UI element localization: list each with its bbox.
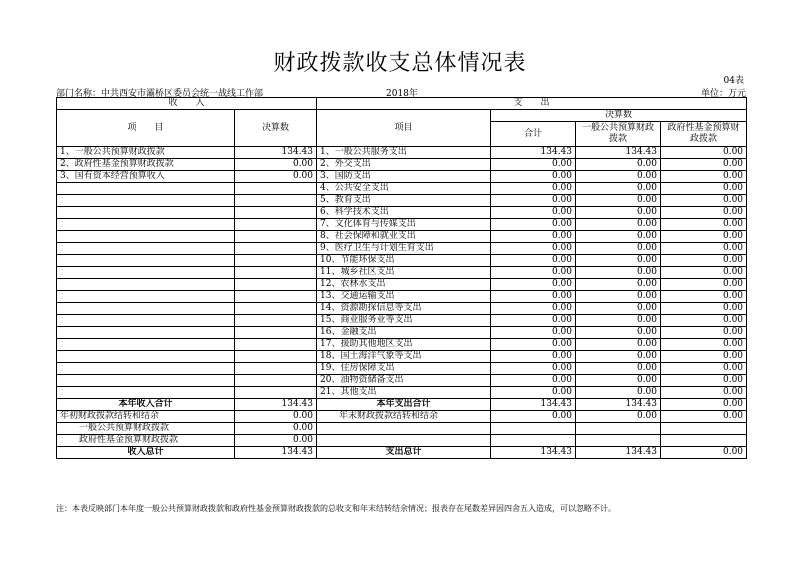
table-row	[57, 231, 747, 243]
income-value	[235, 207, 317, 219]
income-item	[57, 183, 235, 195]
income-value	[235, 183, 317, 195]
income-item	[57, 195, 235, 207]
expense-fund: 0.00	[661, 339, 747, 351]
income-item-header: 项 目	[57, 110, 235, 147]
expense-general: 0.00	[576, 279, 661, 291]
income-value: 0.00	[235, 159, 317, 171]
income-value	[235, 291, 317, 303]
expense-general: 0.00	[576, 159, 661, 171]
expense-item: 17、援助其他地区支出	[317, 339, 491, 351]
finance-table	[56, 97, 747, 459]
income-header: 收 入	[57, 98, 317, 110]
expense-general: 0.00	[576, 327, 661, 339]
table-row	[57, 207, 747, 219]
expense-item: 15、商业服务业等支出	[317, 315, 491, 327]
expense-total: 0.00	[491, 231, 576, 243]
expense-item: 18、国土海洋气象等支出	[317, 351, 491, 363]
expense-total: 0.00	[491, 243, 576, 255]
carry-fund-label: 政府性基金预算财政拨款	[57, 435, 235, 447]
expense-general: 0.00	[576, 231, 661, 243]
expense-item: 20、油物资储备支出	[317, 375, 491, 387]
expense-budget-header: 决算数	[491, 110, 747, 122]
expense-item: 6、科学技术支出	[317, 207, 491, 219]
empty-cell	[317, 423, 491, 435]
income-item	[57, 255, 235, 267]
expense-total: 0.00	[491, 327, 576, 339]
income-value	[235, 339, 317, 351]
income-item	[57, 291, 235, 303]
income-value: 0.00	[235, 171, 317, 183]
expense-total: 0.00	[491, 195, 576, 207]
income-value	[235, 231, 317, 243]
expense-fund: 0.00	[661, 315, 747, 327]
expense-total: 0.00	[491, 267, 576, 279]
expense-item: 12、农林水支出	[317, 279, 491, 291]
expense-fund: 0.00	[661, 267, 747, 279]
carry-out-total: 0.00	[491, 411, 576, 423]
summary-row	[57, 399, 747, 411]
table-row	[57, 255, 747, 267]
table-row	[57, 327, 747, 339]
expense-total: 0.00	[491, 171, 576, 183]
expense-total: 0.00	[491, 351, 576, 363]
table-row	[57, 147, 747, 159]
expense-general: 0.00	[576, 291, 661, 303]
table-row	[57, 339, 747, 351]
expense-fund: 0.00	[661, 291, 747, 303]
expense-total: 0.00	[491, 219, 576, 231]
expense-general: 134.43	[576, 147, 661, 159]
expense-total: 0.00	[491, 183, 576, 195]
expense-fund: 0.00	[661, 255, 747, 267]
total-header: 合计	[491, 122, 576, 147]
income-value	[235, 243, 317, 255]
income-budget-header: 决算数	[235, 110, 317, 147]
carry-general-label: 一般公共预算财政拨款	[57, 423, 235, 435]
income-item	[57, 243, 235, 255]
carry-out-label: 年末财政拨款结转和结余	[317, 411, 491, 423]
income-item	[57, 303, 235, 315]
table-row	[57, 303, 747, 315]
table-row	[57, 243, 747, 255]
expense-total: 0.00	[491, 303, 576, 315]
table-row	[57, 219, 747, 231]
expense-general: 0.00	[576, 183, 661, 195]
carry-in-label: 年初财政拨款结转和结余	[57, 411, 235, 423]
empty-cell	[661, 423, 747, 435]
expense-fund: 0.00	[661, 327, 747, 339]
expense-fund: 0.00	[661, 279, 747, 291]
expense-general: 0.00	[576, 243, 661, 255]
expense-item-header: 项目	[317, 110, 491, 147]
expense-total: 0.00	[491, 255, 576, 267]
expense-total: 0.00	[491, 363, 576, 375]
income-value	[235, 279, 317, 291]
table-row	[57, 291, 747, 303]
header-row-2	[57, 110, 747, 122]
expense-fund: 0.00	[661, 171, 747, 183]
expense-total: 0.00	[491, 159, 576, 171]
expense-general: 0.00	[576, 351, 661, 363]
expense-total: 0.00	[491, 339, 576, 351]
income-item: 1、一般公共预算财政拨款	[57, 147, 235, 159]
expense-total: 0.00	[491, 207, 576, 219]
form-number: 04表	[723, 76, 744, 86]
unit-label: 单位：万元	[700, 89, 746, 99]
expense-fund: 0.00	[661, 231, 747, 243]
expense-item: 3、国防支出	[317, 171, 491, 183]
department-name: 部门名称：中共西安市灞桥区委员会统一战线工作部	[56, 89, 264, 99]
general-budget-header: 一般公共预算财政拨款	[576, 122, 661, 147]
income-value	[235, 303, 317, 315]
income-value	[235, 351, 317, 363]
income-item	[57, 351, 235, 363]
empty-cell	[661, 435, 747, 447]
empty-cell	[491, 423, 576, 435]
expense-item: 5、教育支出	[317, 195, 491, 207]
table-row	[57, 159, 747, 171]
table-row	[57, 171, 747, 183]
grand-expense-total: 134.43	[491, 447, 576, 459]
expense-item: 7、文化体育与传媒支出	[317, 219, 491, 231]
summary-row	[57, 411, 747, 423]
table-row	[57, 351, 747, 363]
expense-fund: 0.00	[661, 375, 747, 387]
header-row-1	[57, 98, 747, 110]
table-row	[57, 387, 747, 399]
expense-general: 0.00	[576, 339, 661, 351]
expense-total-sum: 134.43	[491, 399, 576, 411]
fund-budget-header: 政府性基金预算财政拨款	[661, 122, 747, 147]
expense-general: 0.00	[576, 303, 661, 315]
expense-fund: 0.00	[661, 183, 747, 195]
expense-item: 2、外交支出	[317, 159, 491, 171]
income-value	[235, 363, 317, 375]
carry-fund-value: 0.00	[235, 435, 317, 447]
income-item	[57, 339, 235, 351]
grand-income-label: 收入总计	[57, 447, 235, 459]
income-item	[57, 315, 235, 327]
footnote: 注：本表反映部门本年度一般公共预算财政拨款和政府性基金预算财政拨款的总收支和年末结转结余情况；报表存在尾数差异因四舍五入造成，可以忽略不计。	[56, 504, 616, 513]
income-value	[235, 255, 317, 267]
expense-total-label: 本年支出合计	[317, 399, 491, 411]
expense-total: 134.43	[491, 147, 576, 159]
grand-income-value: 134.43	[235, 447, 317, 459]
report-year: 2018年	[386, 89, 418, 99]
expense-fund: 0.00	[661, 351, 747, 363]
income-item	[57, 363, 235, 375]
income-item	[57, 327, 235, 339]
expense-general: 0.00	[576, 219, 661, 231]
expense-fund: 0.00	[661, 147, 747, 159]
income-item	[57, 387, 235, 399]
grand-expense-fund: 0.00	[661, 447, 747, 459]
table-row	[57, 375, 747, 387]
expense-total: 0.00	[491, 279, 576, 291]
expense-general: 0.00	[576, 255, 661, 267]
expense-total-fund: 0.00	[661, 399, 747, 411]
income-item	[57, 279, 235, 291]
expense-general: 0.00	[576, 171, 661, 183]
table-row	[57, 267, 747, 279]
expense-header: 支 出	[317, 98, 747, 110]
expense-total-general: 134.43	[576, 399, 661, 411]
expense-general: 0.00	[576, 387, 661, 399]
expense-general: 0.00	[576, 207, 661, 219]
table-row	[57, 195, 747, 207]
expense-total: 0.00	[491, 315, 576, 327]
expense-general: 0.00	[576, 267, 661, 279]
expense-fund: 0.00	[661, 207, 747, 219]
carry-in-value: 0.00	[235, 411, 317, 423]
expense-fund: 0.00	[661, 363, 747, 375]
income-item	[57, 267, 235, 279]
income-value	[235, 219, 317, 231]
income-value	[235, 267, 317, 279]
empty-cell	[491, 435, 576, 447]
expense-general: 0.00	[576, 315, 661, 327]
expense-general: 0.00	[576, 363, 661, 375]
carry-out-general: 0.00	[576, 411, 661, 423]
income-value: 134.43	[235, 147, 317, 159]
expense-fund: 0.00	[661, 303, 747, 315]
expense-total: 0.00	[491, 387, 576, 399]
expense-fund: 0.00	[661, 195, 747, 207]
expense-item: 10、节能环保支出	[317, 255, 491, 267]
expense-item: 19、住房保障支出	[317, 363, 491, 375]
expense-item: 1、一般公共服务支出	[317, 147, 491, 159]
summary-row	[57, 435, 747, 447]
expense-fund: 0.00	[661, 159, 747, 171]
expense-general: 0.00	[576, 375, 661, 387]
expense-total: 0.00	[491, 291, 576, 303]
empty-cell	[576, 423, 661, 435]
expense-item: 16、金融支出	[317, 327, 491, 339]
table-row	[57, 363, 747, 375]
table-row	[57, 315, 747, 327]
expense-item: 9、医疗卫生与计划生育支出	[317, 243, 491, 255]
expense-item: 4、公共安全支出	[317, 183, 491, 195]
income-item: 2、政府性基金预算财政拨款	[57, 159, 235, 171]
income-value	[235, 387, 317, 399]
table-row	[57, 279, 747, 291]
finance-table-body	[57, 98, 747, 459]
income-value	[235, 195, 317, 207]
expense-fund: 0.00	[661, 219, 747, 231]
carry-out-fund: 0.00	[661, 411, 747, 423]
carry-general-value: 0.00	[235, 423, 317, 435]
income-total-label: 本年收入合计	[57, 399, 235, 411]
summary-row	[57, 447, 747, 459]
expense-fund: 0.00	[661, 243, 747, 255]
expense-item: 14、资源勘探信息等支出	[317, 303, 491, 315]
income-item	[57, 219, 235, 231]
expense-total: 0.00	[491, 375, 576, 387]
expense-item: 21、其他支出	[317, 387, 491, 399]
income-item	[57, 231, 235, 243]
income-item	[57, 207, 235, 219]
summary-row	[57, 423, 747, 435]
empty-cell	[576, 435, 661, 447]
income-total-value: 134.43	[235, 399, 317, 411]
expense-general: 0.00	[576, 195, 661, 207]
expense-item: 11、城乡社区支出	[317, 267, 491, 279]
income-value	[235, 327, 317, 339]
table-row	[57, 183, 747, 195]
expense-item: 8、社会保障和就业支出	[317, 231, 491, 243]
income-item: 3、国有资本经营预算收入	[57, 171, 235, 183]
expense-item: 13、交通运输支出	[317, 291, 491, 303]
empty-cell	[317, 435, 491, 447]
report-title: 财政拨款收支总体情况表	[273, 51, 527, 76]
grand-expense-label: 支出总计	[317, 447, 491, 459]
income-item	[57, 375, 235, 387]
income-value	[235, 315, 317, 327]
grand-expense-general: 134.43	[576, 447, 661, 459]
income-value	[235, 375, 317, 387]
expense-fund: 0.00	[661, 387, 747, 399]
